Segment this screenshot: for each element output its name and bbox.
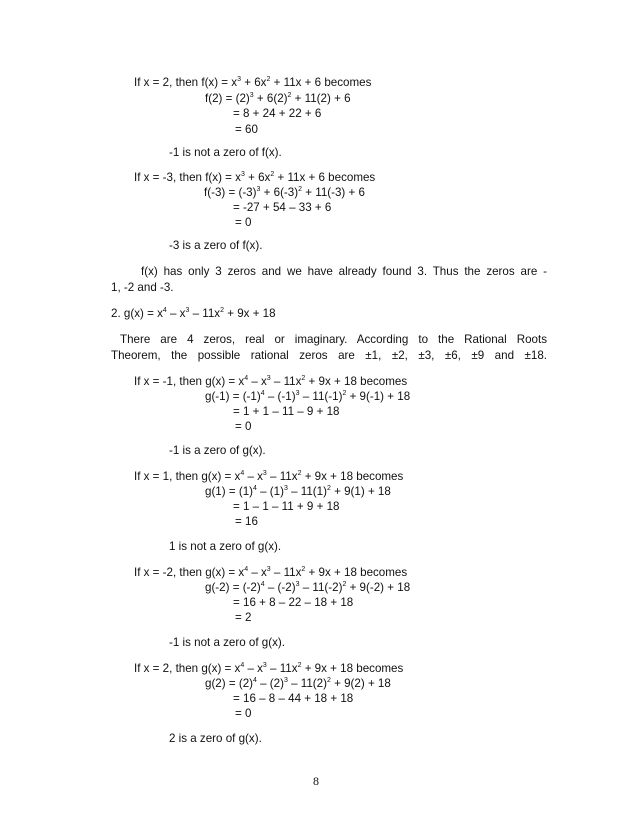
eq-fm3-condition: If x = -3, then $f(x) = x^3 + 6x^2 + 11x + 6$ becomes	[134, 171, 376, 184]
eq-g1-step: = 1 – 1 – 11 + 9 + 18	[233, 500, 340, 513]
problem-2-heading: 2. $g(x) = x^4 - x^3 - 11x^2 + 9x + 18$	[111, 307, 276, 320]
gm1-conclusion: -1 is a zero of g(x).	[169, 444, 266, 457]
g1-conclusion: 1 is not a zero of g(x).	[169, 540, 282, 553]
eq-gm1-condition: If x = -1, then $g(x) = x^4 - x^3 - 11x^2 + 9x + 18$ becomes	[134, 375, 408, 388]
eq-g2-condition: If x = 2, then $g(x) = x^4 - x^3 - 11x^2 + 9x + 18$ becomes	[134, 662, 404, 675]
eq-fm3-result: = 0	[235, 216, 252, 229]
eq-f2-substitution: $f(2) = (2)^3 + 6(2)^2 + 11(2) + 6$	[205, 92, 351, 105]
eq-gm1-step: = 1 + 1 – 11 – 9 + 18	[233, 405, 340, 418]
eq-f2-step: = 8 + 24 + 22 + 6	[233, 107, 322, 120]
eq-gm2-substitution: $g(-2) = (-2)^4 - (-2)^3 - 11(-2)^2 + 9(-2) + 18$	[205, 581, 411, 594]
eq-gm2-step: = 16 + 8 – 22 – 18 + 18	[233, 596, 354, 609]
eq-gm2-result: = 2	[235, 611, 252, 624]
gm2-conclusion: -1 is not a zero of g(x).	[169, 636, 285, 649]
summary-line-2: 1, -2 and -3.	[111, 281, 174, 294]
f2-conclusion: -1 is not a zero of f(x).	[169, 146, 282, 159]
eq-g2-result: = 0	[235, 707, 252, 720]
eq-g1-condition: If x = 1, then $g(x) = x^4 - x^3 - 11x^2 + 9x + 18$ becomes	[134, 470, 404, 483]
summary-line-1: f(x) has only 3 zeros and we have already found 3. Thus the zeros are -	[141, 265, 547, 278]
eq-gm1-result: = 0	[235, 420, 252, 433]
eq-fm3-substitution: $f(-3) = (-3)^3 + 6(-3)^2 + 11(-3) + 6$	[204, 186, 365, 199]
eq-g1-result: = 16	[235, 515, 258, 528]
g2-conclusion: 2 is a zero of g(x).	[169, 732, 262, 745]
eq-g2-step: = 16 – 8 – 44 + 18 + 18	[233, 692, 354, 705]
eq-f2-result: = 60	[235, 123, 258, 136]
intro-line-1: There are 4 zeros, real or imaginary. According to the Rational Roots	[120, 333, 547, 346]
page-number: 8	[313, 774, 319, 788]
eq-f2-condition: If x = 2, then $f(x) = x^3 + 6x^2 + 11x + 6$ becomes	[134, 76, 372, 89]
eq-gm2-condition: If x = -2, then $g(x) = x^4 - x^3 - 11x^2 + 9x + 18$ becomes	[134, 566, 408, 579]
eq-fm3-step: = -27 + 54 – 33 + 6	[233, 201, 332, 214]
eq-g2-substitution: $g(2) = (2)^4 - (2)^3 - 11(2)^2 + 9(2) + 18$	[205, 677, 391, 690]
fm3-conclusion: -3 is a zero of f(x).	[169, 239, 263, 252]
eq-gm1-substitution: $g(-1) = (-1)^4 - (-1)^3 - 11(-1)^2 + 9(-1) + 18$	[205, 390, 411, 403]
eq-g1-substitution: $g(1) = (1)^4 - (1)^3 - 11(1)^2 + 9(1) + 18$	[205, 485, 391, 498]
intro-line-2: Theorem, the possible rational zeros are ±1, ±2, ±3, ±6, ±9 and ±18.	[111, 349, 547, 362]
